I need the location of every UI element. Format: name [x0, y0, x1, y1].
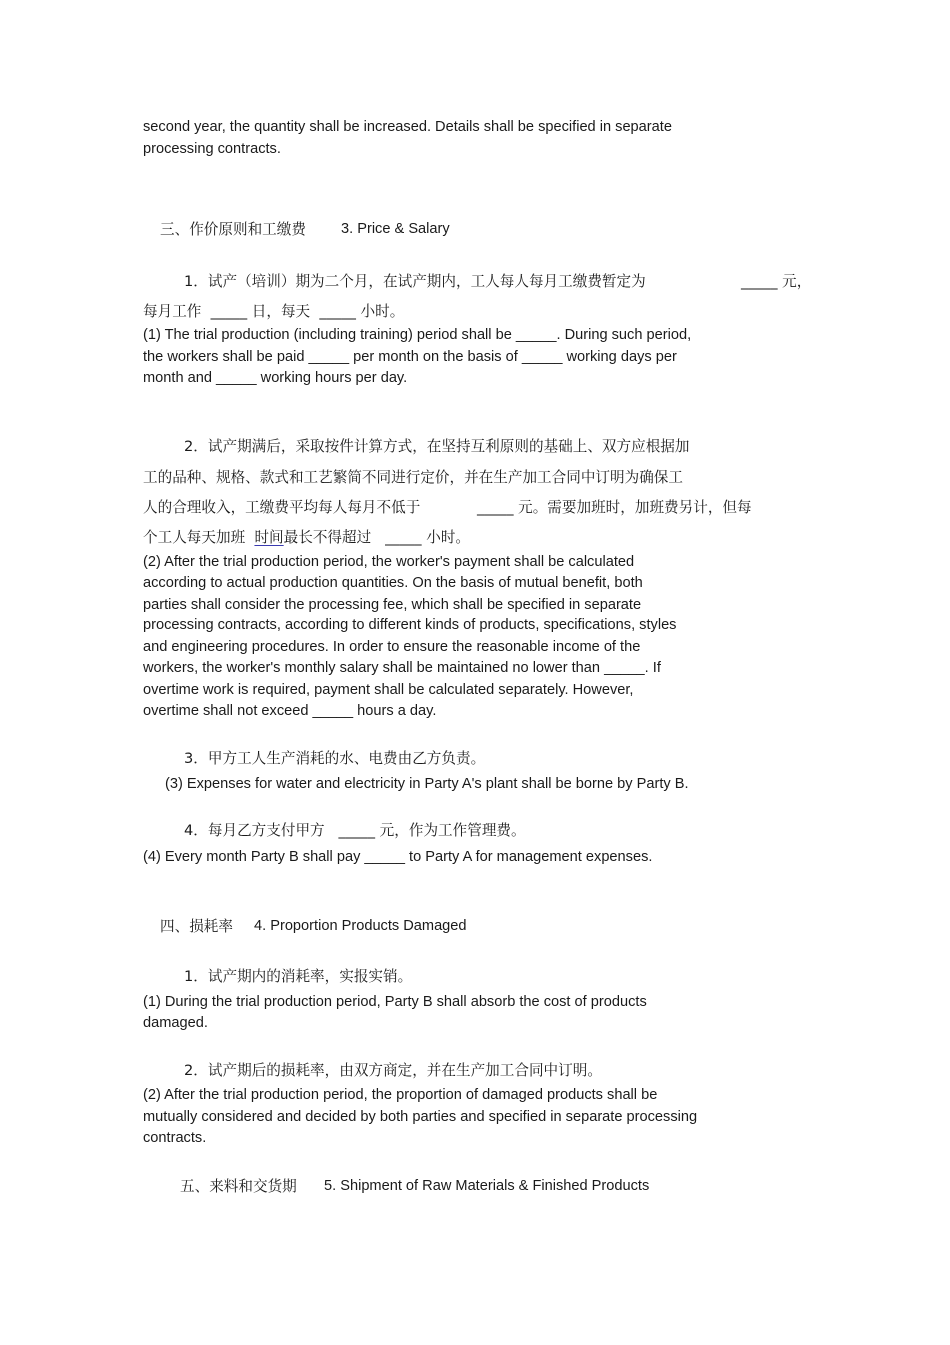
section3-item2-en-line: (2) After the trial production period, the worker's payment shall be calculated: [143, 554, 635, 570]
section4-item1-en-line: (1) During the trial production period, Party B shall absorb the cost of products: [143, 994, 647, 1010]
section3-item2-zh-line: _____ 元。需要加班时，加班费另计，但每: [477, 499, 752, 516]
section3-item4-zh: 4．每月乙方支付甲方 _____ 元，作为工作管理费。: [184, 822, 526, 839]
section3-item2-en-line: workers, the worker's monthly salary shall be maintained no lower than _____. If: [143, 660, 661, 676]
section4-item2-zh: 2．试产期后的损耗率，由双方商定，并在生产加工合同中订明。: [184, 1062, 602, 1079]
section3-heading-en: 3. Price & Salary: [341, 221, 450, 237]
section3-item1-en-line: the workers shall be paid _____ per month on the basis of _____ working days per: [143, 349, 677, 365]
section3-item2-en-line: according to actual production quantities. On the basis of mutual benefit, both: [143, 575, 643, 591]
section3-item1-en-line: month and _____ working hours per day.: [143, 370, 408, 386]
section3-item2-zh-text: 最长不得超过 _____ 小时。: [283, 529, 471, 546]
section3-item1-zh-line: 1．试产（培训）期为二个月，在试产期内，工人每人每月工缴费暂定为: [184, 273, 646, 290]
section4-heading-zh: 四、损耗率: [160, 918, 233, 935]
section4-heading-en: 4. Proportion Products Damaged: [254, 918, 467, 934]
time-link[interactable]: 时间: [254, 529, 284, 546]
section3-item1-zh-blank: _____ 元，: [741, 273, 812, 290]
section3-item2-zh-line: 2．试产期满后，采取按件计算方式，在坚持互利原则的基础上、双方应根据加: [184, 438, 690, 455]
section3-item2-en-line: overtime shall not exceed _____ hours a day.: [143, 703, 437, 719]
section3-heading-zh: 三、作价原则和工缴费: [160, 221, 306, 238]
section3-item1-zh-line: 每月工作 _____ 日，每天 _____ 小时。: [143, 303, 405, 320]
section3-item1-en-line: (1) The trial production (including training) period shall be _____. During such period,: [143, 327, 692, 343]
section3-item2-zh-line: [143, 527, 470, 548]
section3-item2-en-line: overtime work is required, payment shall be calculated separately. However,: [143, 682, 634, 698]
section3-item2-en-line: parties shall consider the processing fee, which shall be specified in separate: [143, 597, 642, 613]
section3-item3-en: (3) Expenses for water and electricity in Party A's plant shall be borne by Party B.: [165, 776, 689, 792]
section3-item2-zh-line: 工的品种、规格、款式和工艺繁简不同进行定价，并在生产加工合同中订明为确保工: [143, 469, 683, 486]
section4-item2-en-line: (2) After the trial production period, the proportion of damaged products shall be: [143, 1087, 658, 1103]
section3-item2-zh-text: 个工人每天加班: [143, 529, 255, 546]
intro-line: processing contracts.: [143, 141, 281, 157]
section4-item1-en-line: damaged.: [143, 1015, 208, 1031]
section3-item2-en-line: and engineering procedures. In order to ensure the reasonable income of the: [143, 639, 641, 655]
section3-item3-zh: 3．甲方工人生产消耗的水、电费由乙方负责。: [184, 750, 486, 767]
section4-item1-zh: 1．试产期内的消耗率，实报实销。: [184, 968, 413, 985]
section4-item2-en-line: mutually considered and decided by both parties and specified in separate processing: [143, 1109, 698, 1125]
section3-item2-zh-line: 人的合理收入，工缴费平均每人每月不低于: [143, 499, 421, 516]
section5-heading-en: 5. Shipment of Raw Materials & Finished Products: [324, 1178, 650, 1194]
intro-line: second year, the quantity shall be increased. Details shall be specified in separate: [143, 119, 672, 135]
section4-item2-en-line: contracts.: [143, 1130, 207, 1146]
section5-heading-zh: 五、来料和交货期: [180, 1178, 297, 1195]
section3-item2-en-line: processing contracts, according to different kinds of products, specifications, styles: [143, 617, 677, 633]
section3-item4-en: (4) Every month Party B shall pay _____ to Party A for management expenses.: [143, 849, 653, 865]
